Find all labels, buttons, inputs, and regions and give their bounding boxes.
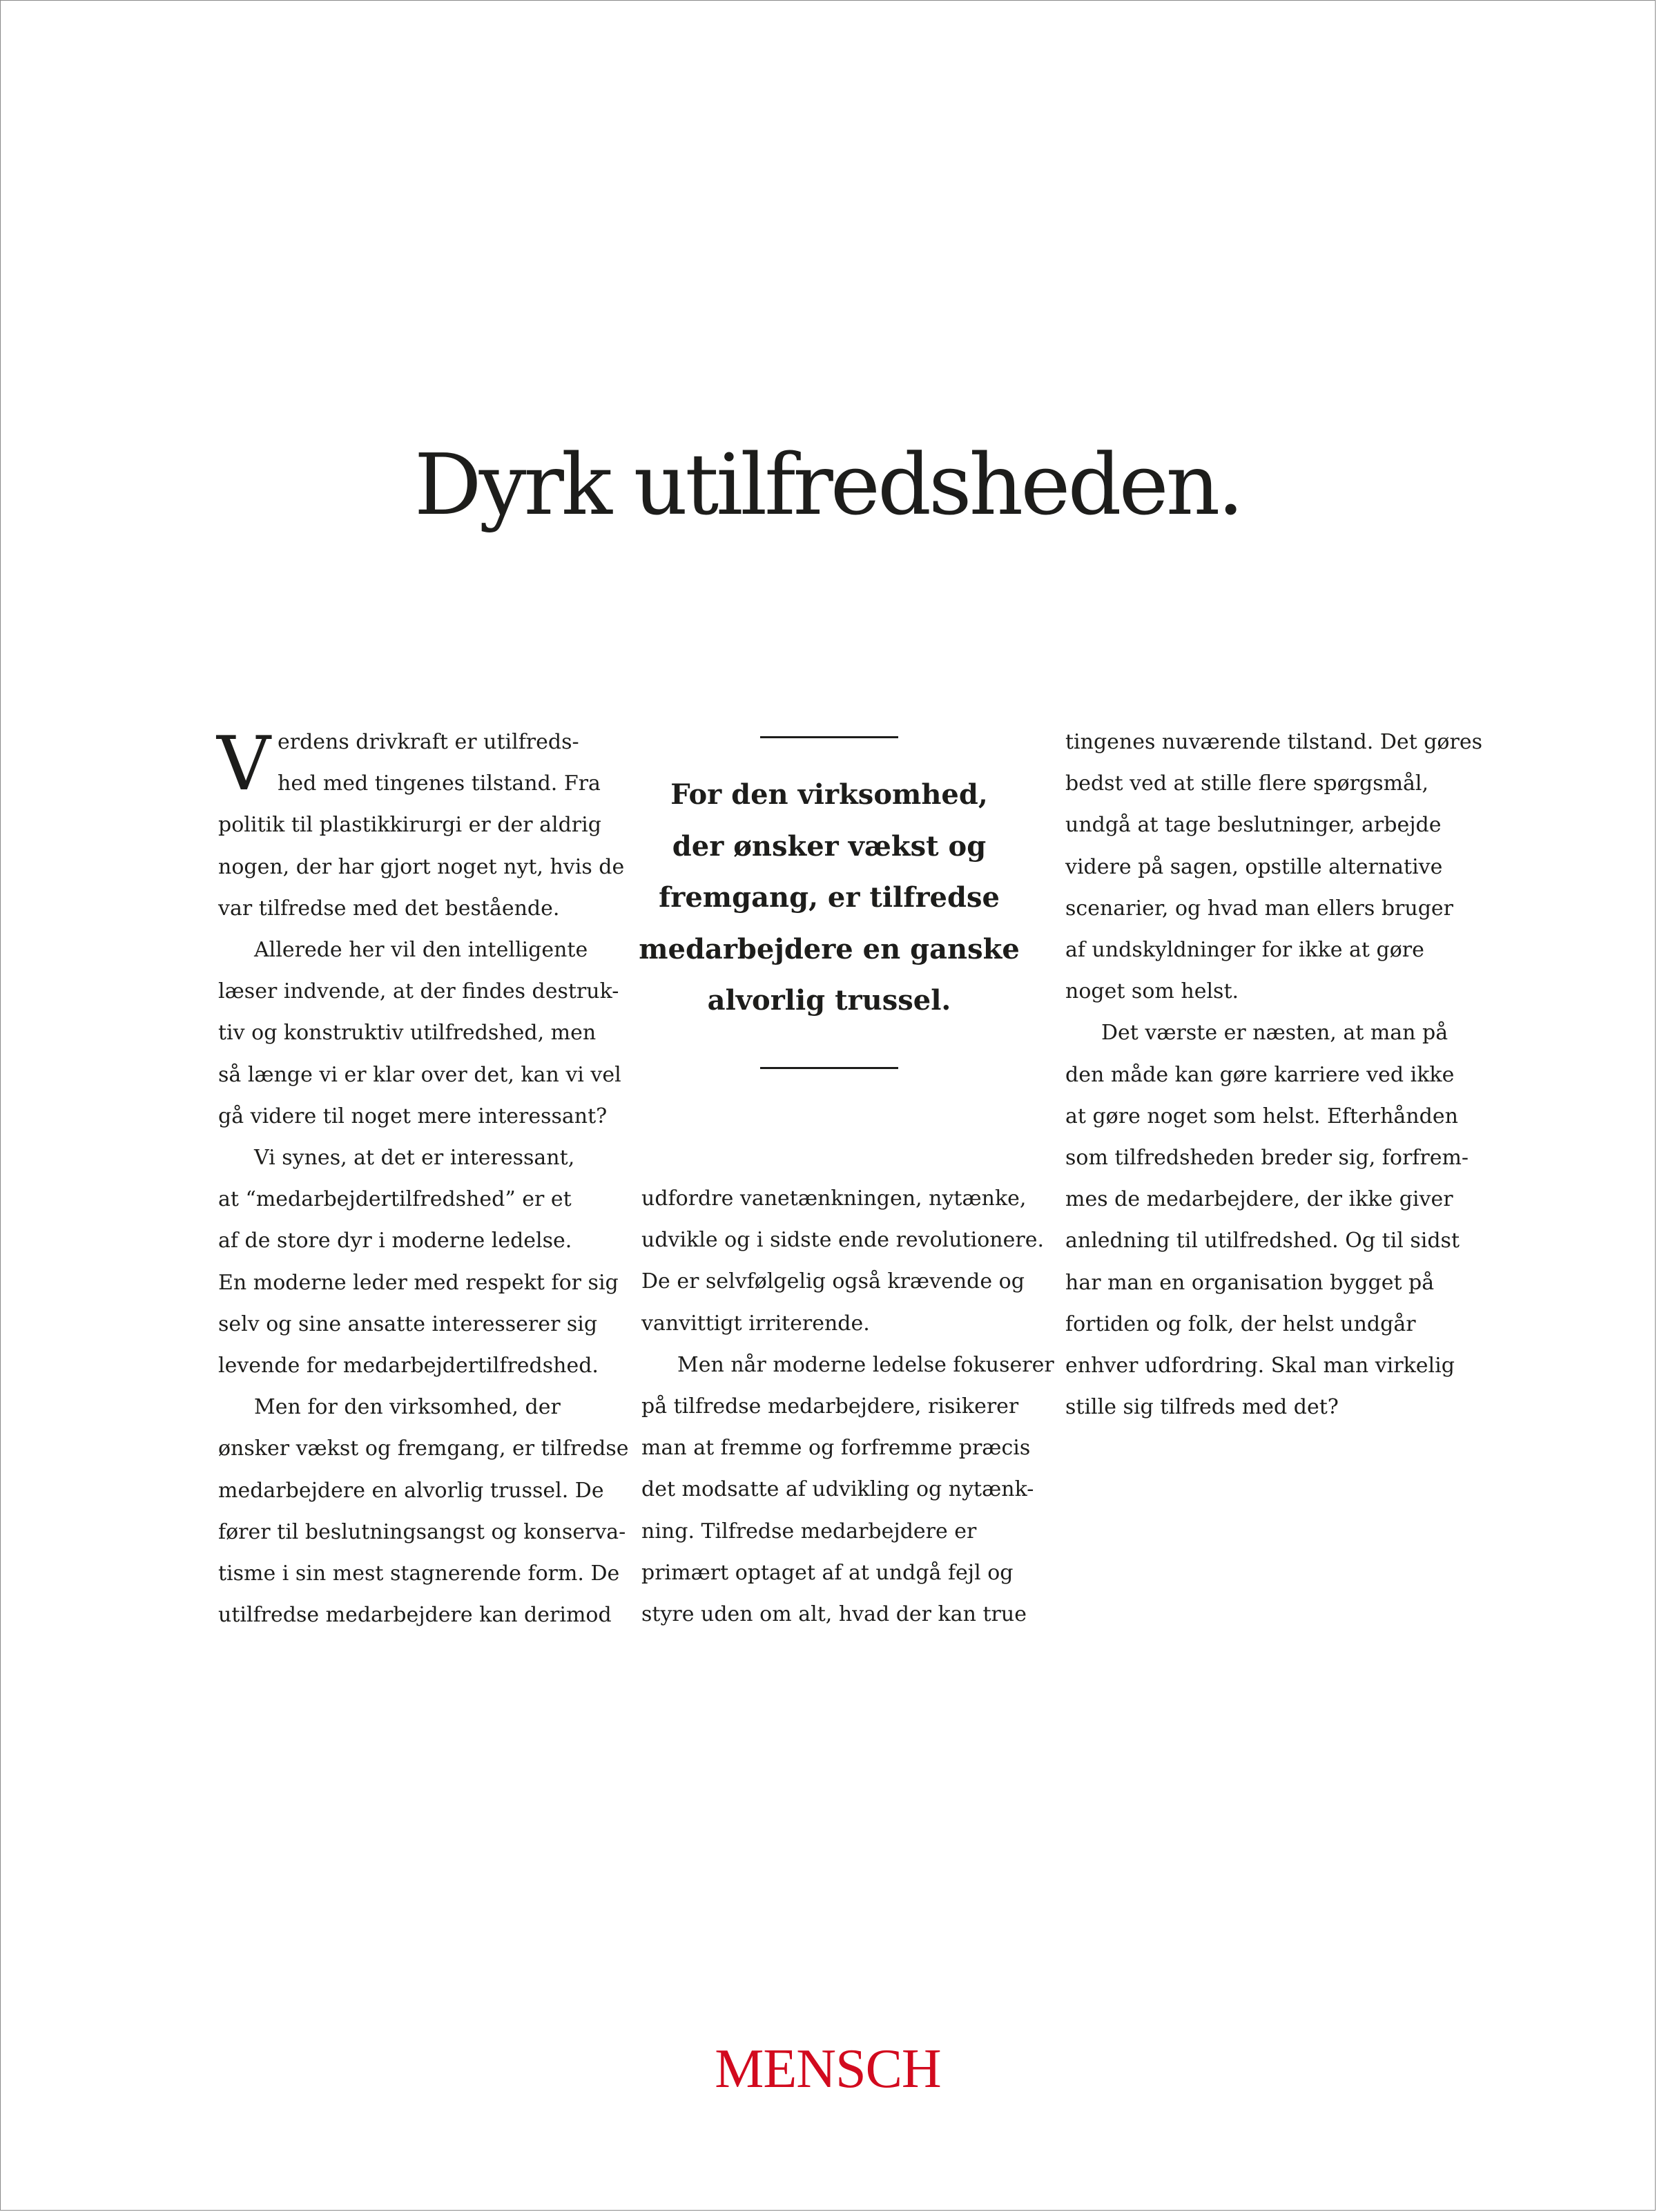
column-3 — [1065, 722, 1482, 1428]
pullquote-line: For den virksomhed, — [670, 778, 988, 811]
pullquote — [622, 769, 1036, 1027]
text-line: vanvittigt irriterende. — [641, 1311, 870, 1336]
text-line: scenarier, og hvad man ellers bruger — [1065, 896, 1453, 921]
pullquote-line: alvorlig trussel. — [707, 984, 951, 1017]
text-line: at “medarbejdertilfredshed” er et — [218, 1187, 572, 1212]
text-line: tingenes nuværende tilstand. Det gøres — [1065, 730, 1482, 754]
text-line: undgå at tage beslutninger, arbejde — [1065, 813, 1442, 838]
text-line: gå videre til noget mere interessant? — [218, 1104, 608, 1128]
text-line: ønsker vækst og fremgang, er tilfredse — [218, 1436, 629, 1461]
text-line: levende for medarbejdertilfredshed. — [218, 1354, 599, 1378]
text-line: primært optaget af at undgå fejl og — [641, 1560, 1014, 1585]
text-line: den måde kan gøre karriere ved ikke — [1065, 1062, 1455, 1087]
text-line: De er selvfølgelig også krævende og — [641, 1269, 1025, 1294]
text-line: medarbejdere en alvorlig trussel. De — [218, 1478, 604, 1503]
text-line: så længe vi er klar over det, kan vi vel — [218, 1062, 621, 1087]
paragraph — [641, 1345, 1054, 1635]
drop-cap: V — [217, 721, 271, 807]
text-line: utilfredse medarbejdere kan derimod — [218, 1603, 612, 1628]
brand-logo: MENSCH — [715, 2039, 941, 2099]
text-line: nogen, der har gjort noget nyt, hvis de — [218, 854, 625, 879]
pullquote-rule-top — [760, 736, 898, 738]
column-1 — [217, 721, 629, 1636]
text-line: hed med tingenes tilstand. Fra — [278, 771, 601, 796]
pullquote-line: medarbejdere en ganske — [639, 932, 1020, 965]
text-line: fører til beslutningsangst og konserva- — [218, 1519, 626, 1544]
text-line: at gøre noget som helst. Efterhånden — [1065, 1104, 1458, 1128]
text-line: mes de medarbejdere, der ikke giver — [1065, 1187, 1453, 1212]
text-line: noget som helst. — [1065, 979, 1239, 1004]
text-line: var tilfredse med det bestående. — [218, 896, 560, 921]
text-line: politik til plastikkirurgi er der aldrig — [218, 813, 601, 838]
text-line: En moderne leder med respekt for sig — [218, 1270, 619, 1295]
paragraph — [217, 721, 625, 930]
text-line: stille sig tilfreds med det? — [1065, 1395, 1339, 1420]
text-line: har man en organisation bygget på — [1065, 1270, 1435, 1295]
column-2 — [641, 1178, 1054, 1635]
text-line: det modsatte af udvikling og nytænk- — [641, 1477, 1034, 1502]
paragraph — [1065, 1012, 1469, 1428]
paragraph — [218, 1387, 629, 1636]
headline: Dyrk utilfredsheden. — [414, 436, 1242, 534]
text-line: Men for den virksomhed, der — [254, 1395, 561, 1420]
text-line: udvikle og i sidste ende revolutionere. — [641, 1228, 1045, 1253]
text-line: Allerede her vil den intelligente — [254, 938, 588, 963]
paragraph — [641, 1178, 1045, 1345]
text-line: Men når moderne ledelse fokuserer — [677, 1352, 1054, 1377]
text-line: tisme i sin mest stagnerende form. De — [218, 1561, 620, 1586]
text-line: af de store dyr i moderne ledelse. — [218, 1229, 572, 1253]
pullquote-line: fremgang, er tilfredse — [659, 881, 1000, 914]
text-line: styre uden om alt, hvad der kan true — [641, 1602, 1027, 1627]
text-line: af undskyldninger for ikke at gøre — [1065, 938, 1424, 963]
text-line: man at fremme og forfremme præcis — [641, 1436, 1031, 1461]
pullquote-rule-bottom — [760, 1067, 898, 1069]
text-line: udfordre vanetænkningen, nytænke, — [641, 1186, 1027, 1211]
paragraph — [1065, 722, 1482, 1012]
text-line: bedst ved at stille flere spørgsmål, — [1065, 771, 1429, 796]
text-line: læser indvende, at der findes destruk- — [218, 979, 619, 1004]
text-line: Det værste er næsten, at man på — [1101, 1021, 1448, 1046]
text-line: enhver udfordring. Skal man virkelig — [1065, 1354, 1455, 1378]
text-line: Vi synes, at det er interessant, — [254, 1146, 575, 1171]
paragraph — [218, 930, 621, 1137]
text-line: videre på sagen, opstille alternative — [1065, 854, 1443, 879]
text-line: som tilfredsheden breder sig, forfrem- — [1065, 1146, 1469, 1171]
text-line: anledning til utilfredshed. Og til sidst — [1065, 1229, 1460, 1253]
text-line: ning. Tilfredse medarbejdere er — [641, 1519, 977, 1543]
text-line: selv og sine ansatte interesserer sig — [218, 1311, 598, 1336]
paragraph — [218, 1137, 619, 1387]
text-line: på tilfredse medarbejdere, risikerer — [641, 1394, 1019, 1419]
text-line: erdens drivkraft er utilfreds- — [278, 730, 579, 754]
text-line: tiv og konstruktiv utilfredshed, men — [218, 1021, 597, 1046]
text-line: fortiden og folk, der helst undgår — [1065, 1311, 1416, 1336]
pullquote-line: der ønsker vækst og — [672, 829, 987, 863]
